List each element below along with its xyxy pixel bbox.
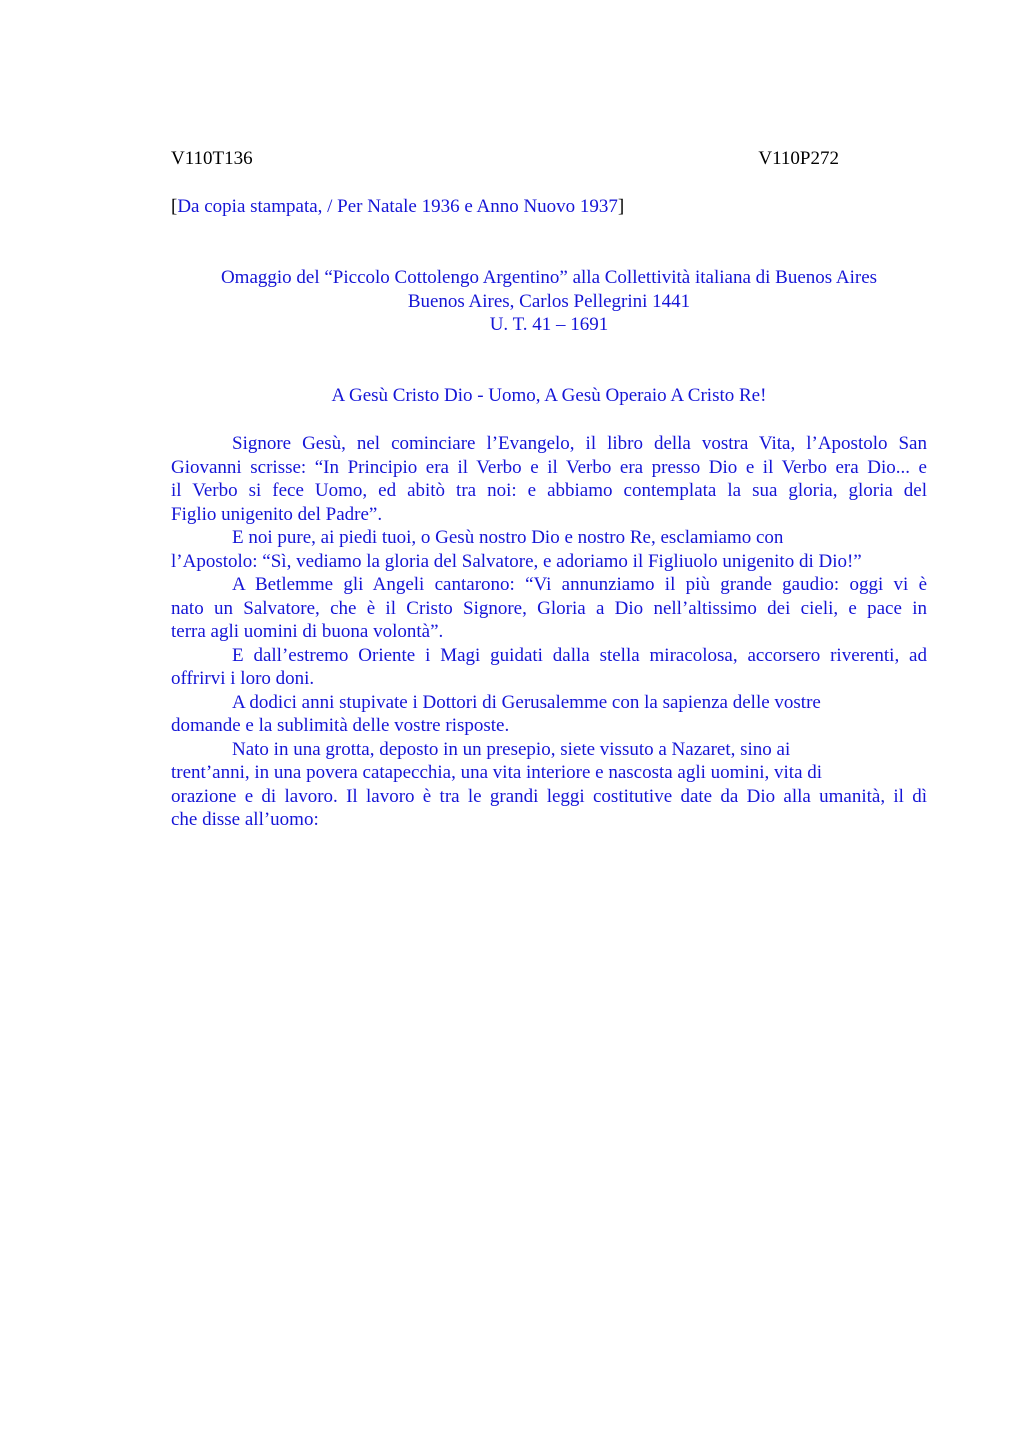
address-block bbox=[171, 266, 927, 337]
body-line: A dodici anni stupivate i Dottori di Gerusalemme con la sapienza delle vostre bbox=[232, 691, 821, 713]
body-line: A Betlemme gli Angeli cantarono: “Vi annunziamo il più grande gaudio: oggi vi è bbox=[232, 574, 927, 595]
body-line: Giovanni scrisse: “In Principio era il Verbo e il Verbo era presso Dio e il Verbo era Dio... e bbox=[171, 456, 927, 478]
body-line: offrirvi i loro doni. bbox=[171, 668, 315, 689]
source-note-text: Da copia stampata, / Per Natale 1936 e Anno Nuovo 1937 bbox=[177, 196, 618, 217]
body-line: nato un Salvatore, che è il Cristo Signore, Gloria a Dio nell’altissimo dei cieli, e pace in bbox=[171, 597, 927, 619]
body-line: E dall’estremo Oriente i Magi guidati dalla stella miracolosa, accorsero riverenti, ad bbox=[232, 644, 927, 666]
body-text bbox=[171, 432, 927, 832]
source-note-close-bracket: ] bbox=[617, 196, 625, 217]
page-header bbox=[171, 147, 839, 171]
dedication-title: A Gesù Cristo Dio - Uomo, A Gesù Operaio A Cristo Re! bbox=[331, 385, 767, 406]
body-line: Nato in una grotta, deposto in un presepio, siete vissuto a Nazaret, sino ai bbox=[232, 738, 791, 760]
body-line: che disse all’uomo: bbox=[171, 809, 319, 830]
body-line: Signore Gesù, nel cominciare l’Evangelo, il libro della vostra Vita, l’Apostolo San bbox=[232, 433, 927, 454]
body-line: terra agli uomini di buona volontà”. bbox=[171, 621, 444, 642]
address-line-tribute: Omaggio del “Piccolo Cottolengo Argentino” alla Collettività italiana di Buenos Aires bbox=[220, 267, 878, 288]
body-line: il Verbo si fece Uomo, ed abitò tra noi: e abbiamo contemplata la sua gloria, gloria del bbox=[171, 480, 927, 501]
body-line: Figlio unigenito del Padre”. bbox=[171, 503, 383, 525]
address-line-phone: U. T. 41 – 1691 bbox=[489, 314, 609, 335]
body-line: l’Apostolo: “Sì, vediamo la gloria del Salvatore, e adoriamo il Figliuolo unigenito di Dio!” bbox=[171, 550, 862, 572]
source-note-open-bracket: [ bbox=[171, 196, 178, 217]
source-note bbox=[171, 195, 624, 219]
body-line: domande e la sublimità delle vostre risposte. bbox=[171, 715, 510, 736]
document-code-left: V110T136 bbox=[171, 148, 253, 169]
body-line: E noi pure, ai piedi tuoi, o Gesù nostro Dio e nostro Re, esclamiamo con bbox=[232, 527, 784, 548]
document-code-right: V110P272 bbox=[758, 148, 839, 169]
body-line: trent’anni, in una povera catapecchia, una vita interiore e nascosta agli uomini, vita di bbox=[171, 762, 823, 783]
address-line-street: Buenos Aires, Carlos Pellegrini 1441 bbox=[407, 290, 691, 312]
body-line: orazione e di lavoro. Il lavoro è tra le grandi leggi costitutive date da Dio alla umanità, il dì bbox=[171, 785, 927, 807]
